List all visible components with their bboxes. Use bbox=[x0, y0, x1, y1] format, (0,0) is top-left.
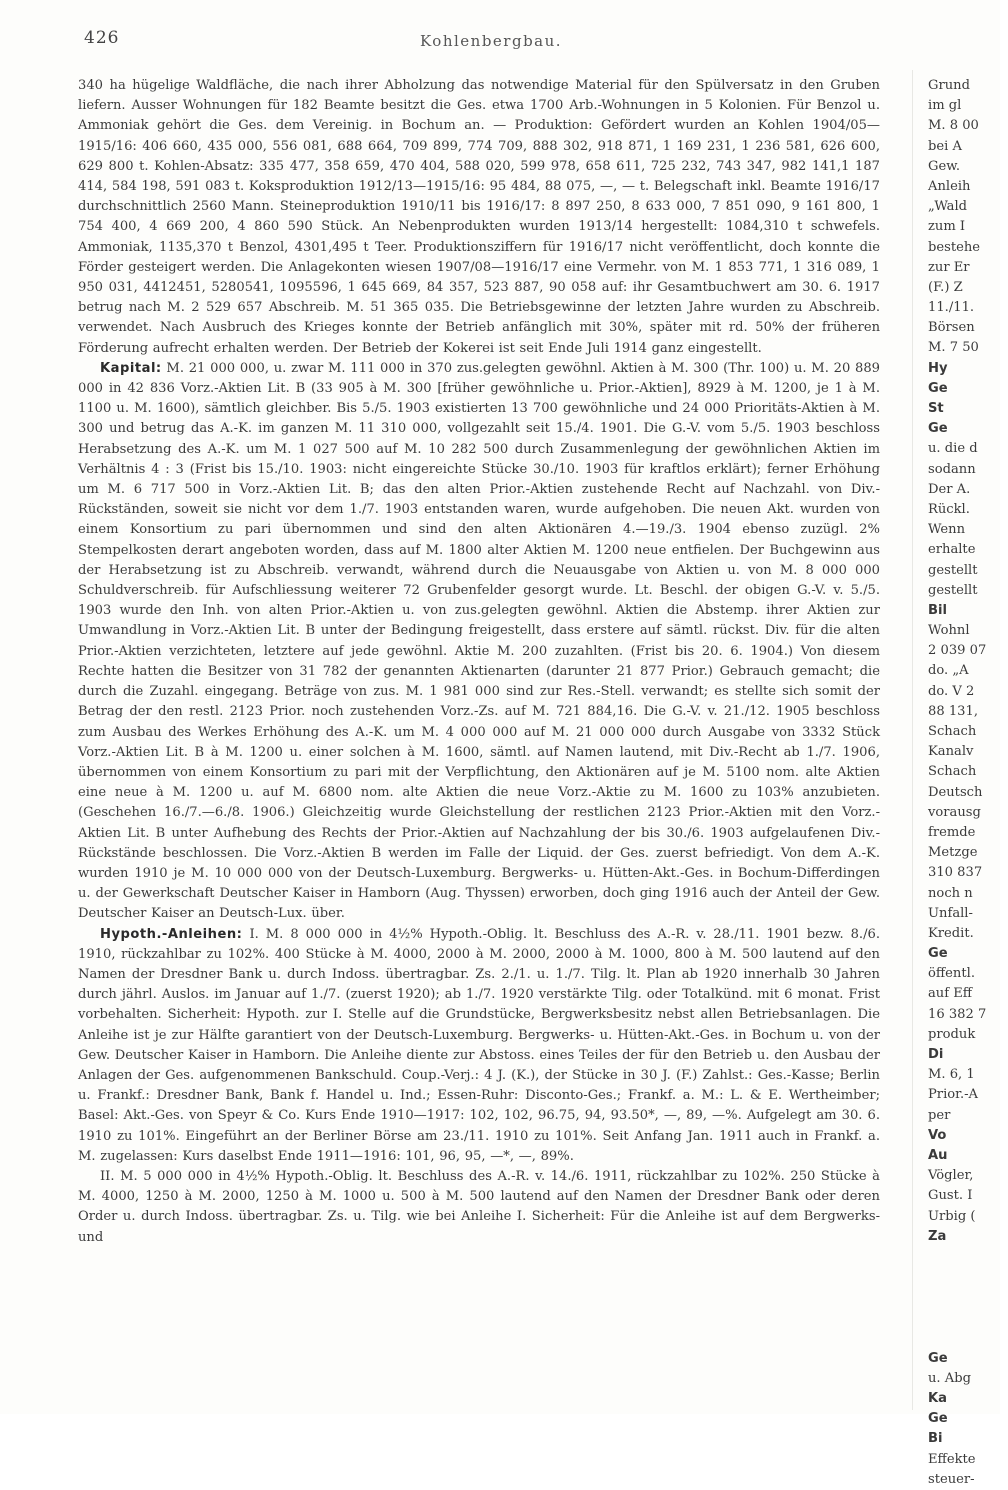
adjacent-fragment-line: per bbox=[928, 1107, 951, 1123]
adjacent-fragment-group bbox=[928, 1349, 1008, 1490]
adjacent-fragment-line: Ka bbox=[928, 1390, 947, 1406]
page-number: 426 bbox=[84, 28, 120, 48]
adjacent-fragment-line: Ge bbox=[928, 1350, 948, 1366]
adjacent-fragment-line: im gl bbox=[928, 98, 962, 114]
adjacent-fragment-line: Effekte bbox=[928, 1451, 976, 1467]
adjacent-fragment-line: St bbox=[928, 401, 944, 416]
adjacent-fragment-line: Gew. bbox=[928, 158, 961, 174]
adjacent-fragment-line: Za bbox=[928, 1228, 947, 1244]
paragraph-anleihe-ii bbox=[78, 1167, 880, 1248]
adjacent-fragment-line: Vögler, bbox=[928, 1168, 974, 1184]
paragraph-body: M. 21 000 000, u. zwar M. 111 000 in 370 zus.gelegten gewöhnl. Aktien à M. 300 (Thr. 100) u. M. 20 889 000 in 42 836 Vorz.-Aktien Lit. B (33 905 à M. 300 [früher gewöhnliche u. Prior.-Aktien], 8929 à M. 1200, je 1 à M. 1100 u. M. 1600), sämtlich gleichber. Bis 5./5. 1903 existierten 13 700 gewöhnliche und 24 000 Prioritäts-Aktien à M. 300 und betrug das A.-K. im ganzen M. 11 310 000, vollgezahlt seit 15./4. 1901. Die G.-V. vom 5./5. 1903 beschloss Herabsetzung des A.-K. um M. 1 027 500 auf M. 10 282 500 durch Zusammenlegung der gewöhnlichen Aktien im Verhältnis 4 : 3 (Frist bis 15./10. 1903: nicht eingereichte Stücke 30./10. 1903 für kraftlos erklärt); ferner Erhöhung um M. 6 717 500 in Vorz.-Aktien Lit. B; das den alten Prior.-Aktien zustehende Recht auf Nachzahl. von Div.-Rückständen, soweit sie nicht vor dem 1./7. 1903 entstanden waren, wurde aufgehoben. Die neuen Akt. wurden von einem Konsortium zu pari übernommen und sind den alten Aktionären 4.—19./3. 1904 ebenso zuzügl. 2% Stempelkosten derart angeboten worden, dass auf M. 1800 alter Aktien M. 1200 neue entfielen. Der Buchgewinn aus der Herabsetzung ist zu Abschreib. verwandt, während durch die Neuausgabe von Aktien u. von M. 8 000 000 Schuldverschreib. für Aufschliessung weiterer 72 Grubenfelder gesorgt wurde. Lt. Beschl. der obigen G.-V. v. 5./5. 1903 wurde den Inh. von alten Prior.-Aktien u. von zus.gelegten gewöhnl. Aktien die Abstemp. ihrer Aktien zur Umwandlung in Vorz.-Aktien Lit. B unter der Bedingung freigestellt, dass erstere auf sämtl. rückst. Div. für die alten Prior.-Aktien verzichteten, letztere auf jede gewöhnl. Aktie M. 200 zuzahlten. (Frist bis 20. 6. 1904.) Von diesem Rechte hatten die Besitzer von 31 782 der genannten Aktienarten (darunter 21 877 Prior.) Gebrauch gemacht; die durch die Zuzahl. eingegang. Beträge von zus. M. 1 981 000 sind zur Res.-Stell. verwandt; es stellte sich somit der Betrag der den restl. 2123 Prior. noch zustehenden Vorz.-Zs. auf M. 721 884,16. Die G.-V. v. 21./12. 1905 beschloss zum Ausbau des Werkes Erhöhung des A.-K. um M. 4 000 000 auf M. 21 000 000 durch Ausgabe von 3332 Stück Vorz.-Aktien Lit. B à M. 1200 u. einer solchen à M. 1600, sämtl. auf Namen lautend, mit Div.-Recht ab 1./7. 1906, übernommen von einem Konsortium zu pari mit der Verpflichtung, den Aktionären auf je M. 5100 nom. alte Aktien eine neue à M. 1200 u. auf M. 6800 nom. alte Aktien die neue Vorz.-Aktie zu M. 1600 zu 103% anzubieten. (Geschehen 16./7.—6./8. 1906.) Gleichzeitig wurde Gleichstellung der restlichen 2123 Prior.-Aktien mit den Vorz.-Aktien Lit. B unter Aufhebung des Rechts der Prior.-Aktien auf Nachzahlung der bis 30./6. 1903 aufgelaufenen Div.-Rückstände beschlossen. Die Vorz.-Aktien B werden im Falle der Liquid. der Ges. zuerst befriedigt. Von dem A.-K. wurden 1910 je M. 10 000 000 von der Deutsch-Luxemburg. Bergwerks- u. Hütten-Akt.-Ges. in Bochum-Differdingen u. der Gewerkschaft Deutscher Kaiser in Hamborn (Aug. Thyssen) erworben, doch ging 1916 auch der Anteil der Gew. Deutscher Kaiser an Deutsch-Lux. über. bbox=[78, 360, 881, 922]
adjacent-fragment-line: M. 8 00 bbox=[928, 118, 979, 134]
paragraph-production bbox=[78, 76, 880, 359]
adjacent-fragment-line: öffentl. bbox=[928, 966, 975, 982]
adjacent-fragment-line: zum I bbox=[928, 219, 966, 235]
adjacent-fragment-line: Metzge bbox=[928, 845, 978, 861]
adjacent-fragment-line: noch n bbox=[928, 885, 973, 901]
adjacent-fragment-line: Gust. I bbox=[928, 1188, 973, 1204]
adjacent-fragment-line: Ge bbox=[928, 1411, 948, 1427]
adjacent-fragment-group bbox=[928, 76, 1008, 1247]
adjacent-fragment-line: erhalte bbox=[928, 542, 976, 558]
paragraph-body: 340 ha hügelige Waldfläche, die nach ihrer Abholzung das notwendige Material für den Spülversatz in den Gruben liefern. Ausser Wohnungen für 182 Beamte besitzt die Ges. etwa 1700 Arb.-Wohnungen in 5 Kolonien. Für Benzol u. Ammoniak gehört die Ges. dem Vereinig. in Bochum an. — Produktion: Gefördert wurden an Kohlen 1904/05—1915/16: 406 660, 435 000, 556 081, 688 664, 709 899, 774 709, 888 302, 918 871, 1 169 231, 1 236 581, 626 600, 629 800 t. Kohlen-Absatz: 335 477, 358 659, 470 404, 588 020, 599 978, 658 611, 725 232, 743 347, 982 141,1 187 414, 584 198, 591 083 t. Koksproduktion 1912/13—1915/16: 95 484, 88 075, —, — t. Belegschaft inkl. Beamte 1916/17 durchschnittlich 2560 Mann. Steineproduktion 1910/11 bis 1916/17: 8 897 250, 8 633 000, 7 851 090, 9 161 800, 1 754 400, 4 669 200, 4 860 590 Stück. An Nebenprodukten wurden 1913/14 hergestellt: 1084,310 t schwefels. Ammoniak, 1135,370 t Benzol, 4301,495 t Teer. Produktionsziffern für 1916/17 nicht veröffentlicht, doch konnte die Förder gesteigert werden. Die Anlagekonten wiesen 1907/08—1916/17 eine Vermehr. von M. 1 853 771, 1 316 089, 1 950 031, 4412451, 5280541, 1095596, 1 645 669, 84 357, 523 887, 90 058 auf: ihr Gesamtbuchwert am 30. 6. 1917 betrug nach M. 2 529 657 Abschreib. M. 51 365 035. Die Betriebsgewinne der letzten Jahre wurden zu Abschreib. verwendet. Nach Ausbruch des Krieges konnte der Betrieb anfänglich mit 30%, später mit rd. 50% der früheren Förderung aufrecht erhalten werden. Der Betrieb der Kokerei ist seit Ende Juli 1914 ganz eingestellt. bbox=[78, 78, 880, 356]
adjacent-page-column bbox=[928, 76, 1008, 1487]
adjacent-fragment-line: fremde bbox=[928, 824, 976, 840]
adjacent-fragment-line: gestellt bbox=[928, 582, 978, 598]
adjacent-fragment-line: Urbig ( bbox=[928, 1208, 976, 1224]
adjacent-fragment-line: M. 7 50 bbox=[928, 340, 979, 356]
main-text-column bbox=[78, 76, 880, 1406]
adjacent-fragment-line: Kredit. bbox=[928, 925, 974, 941]
paragraph-kapital bbox=[78, 359, 880, 925]
adjacent-fragment-line: produk bbox=[928, 1026, 976, 1042]
adjacent-fragment-line: Bil bbox=[928, 602, 947, 618]
adjacent-fragment-line: 16 382 7 bbox=[928, 1006, 987, 1022]
adjacent-fragment-line: Rückl. bbox=[928, 501, 970, 517]
adjacent-fragment-line: Schach bbox=[928, 764, 977, 780]
main-text-flow bbox=[78, 76, 880, 1248]
adjacent-fragment-line: Ge bbox=[928, 380, 948, 396]
adjacent-fragment-line: bei A bbox=[928, 138, 962, 154]
adjacent-fragment-line: 88 131, bbox=[928, 703, 978, 719]
adjacent-fragment-line: Au bbox=[928, 1147, 948, 1163]
adjacent-fragment-line: Prior.-A bbox=[928, 1087, 979, 1103]
adjacent-fragment-line: Schach bbox=[928, 724, 977, 739]
adjacent-fragment-line: do. „A bbox=[928, 663, 969, 679]
paragraph-heading-kapital: Kapital: bbox=[100, 360, 162, 376]
adjacent-fragment-line: 11./11. bbox=[928, 300, 975, 316]
adjacent-fragment-line: Deutsch bbox=[928, 784, 983, 800]
adjacent-fragment-line: Bi bbox=[928, 1431, 943, 1447]
adjacent-fragment-line: Ge bbox=[928, 421, 948, 437]
adjacent-fragment-line: Kanalv bbox=[928, 744, 974, 760]
adjacent-fragment-line: Hy bbox=[928, 360, 948, 376]
adjacent-fragment-line: u. Abg bbox=[928, 1370, 971, 1386]
adjacent-fragment-line: Ge bbox=[928, 946, 948, 962]
adjacent-fragment-line: sodann bbox=[928, 461, 976, 477]
adjacent-fragment-line: Der A. bbox=[928, 481, 971, 497]
adjacent-fragment-line: Börsen bbox=[928, 320, 975, 336]
adjacent-fragment-line: 310 837 bbox=[928, 865, 983, 881]
adjacent-fragment-line: Unfall- bbox=[928, 905, 973, 921]
adjacent-fragment-line: do. V 2 bbox=[928, 683, 975, 699]
adjacent-fragment-line: gestellt bbox=[928, 562, 978, 578]
adjacent-fragment-line: Anleih bbox=[928, 178, 971, 194]
gutter-divider bbox=[912, 70, 913, 1410]
adjacent-fragment-line: Vo bbox=[928, 1127, 947, 1143]
paragraph-body: II. M. 5 000 000 in 4½% Hypoth.-Oblig. lt. Beschluss des A.-R. v. 14./6. 1911, rückzahlbar zu 102%. 250 Stücke à M. 4000, 1250 à M. 2000, 1250 à M. 1000 u. 500 à M. 500 lautend auf den Namen der Dresdner Bank oder deren Order u. durch Indoss. übertragbar. Zs. u. Tilg. wie bei Anleihe I. Sicherheit: Für die Anleihe ist auf dem Bergwerks- und bbox=[78, 1168, 880, 1245]
adjacent-fragment-line: Grund bbox=[928, 78, 970, 93]
adjacent-fragment-line: Wenn bbox=[928, 522, 966, 538]
adjacent-fragment-line: M. 6, 1 bbox=[928, 1067, 975, 1083]
adjacent-fragment-line: (F.) Z bbox=[928, 279, 963, 295]
adjacent-fragment-line: u. die d bbox=[928, 441, 978, 457]
adjacent-fragment-line: zur Er bbox=[928, 259, 970, 275]
adjacent-fragment-line: Di bbox=[928, 1047, 944, 1062]
adjacent-fragment-line: Wohnl bbox=[928, 623, 970, 639]
paragraph-hypoth-anleihen bbox=[78, 925, 880, 1167]
running-title: Kohlenbergbau. bbox=[420, 32, 563, 50]
adjacent-fragment-line: auf Eff bbox=[928, 986, 973, 1002]
adjacent-fragment-line: vorausg bbox=[928, 804, 981, 820]
adjacent-fragment-line: steuer- bbox=[928, 1471, 975, 1487]
paragraph-body: I. M. 8 000 000 in 4½% Hypoth.-Oblig. lt. Beschluss des A.-R. v. 28./11. 1901 bezw. 8./6. 1910, rückzahlbar zu 102%. 400 Stücke à M. 4000, 2000 à M. 2000, 2000 à M. 1000, 800 à M. 500 lautend auf den Namen der Dresdner Bank u. durch Indoss. übertragbar. Zs. 2./1. u. 1./7. Tilg. lt. Plan ab 1920 innerhalb 30 Jahren durch jährl. Auslos. im Januar auf 1./7. (zuerst 1920); ab 1./7. 1920 verstärkte Tilg. oder Totalkünd. mit 6 monat. Frist vorbehalten. Sicherheit: Hypoth. zur I. Stelle auf die Grundstücke, Bergwerksbesitz nebst allen Betriebsanlagen. Die Anleihe ist je zur Hälfte garantiert von der Deutsch-Luxemburg. Bergwerks- u. Hütten-Akt.-Ges. in Bochum u. von der Gew. Deutscher Kaiser in Hamborn. Die Anleihe diente zur Abstoss. eines Teiles der für den Betrieb u. den Ausbau der Anlagen der Ges. aufgenommenen Bankschuld. Coup.-Verj.: 4 J. (K.), der Stücke in 30 J. (F.) Zahlst.: Ges.-Kasse; Berlin u. Frankf.: Dresdner Bank, Bank f. Handel u. Ind.; Essen-Ruhr: Disconto-Ges.; Frankf. a. M.: L. & E. Wertheimber; Basel: Akt.-Ges. von Speyr & Co. Kurs Ende 1910—1917: 102, 102, 96.75, 94, 93.50*, —, 89, —%. Aufgelegt am 30. 6. 1910 zu 101%. Eingeführt an der Berliner Börse am 23./11. 1910 zu 101%. Seit Anfang Jan. 1911 auch in Frankf. a. M. zugelassen: Kurs daselbst Ende 1911—1916: 101, 96, 95, —*, —, 89%. bbox=[78, 926, 880, 1164]
adjacent-fragment-line: 2 039 07 bbox=[928, 643, 987, 659]
adjacent-fragment-line: bestehe bbox=[928, 239, 981, 255]
adjacent-fragment-line: „Wald bbox=[928, 199, 968, 215]
paragraph-heading-hypoth: Hypoth.-Anleihen: bbox=[100, 926, 243, 942]
